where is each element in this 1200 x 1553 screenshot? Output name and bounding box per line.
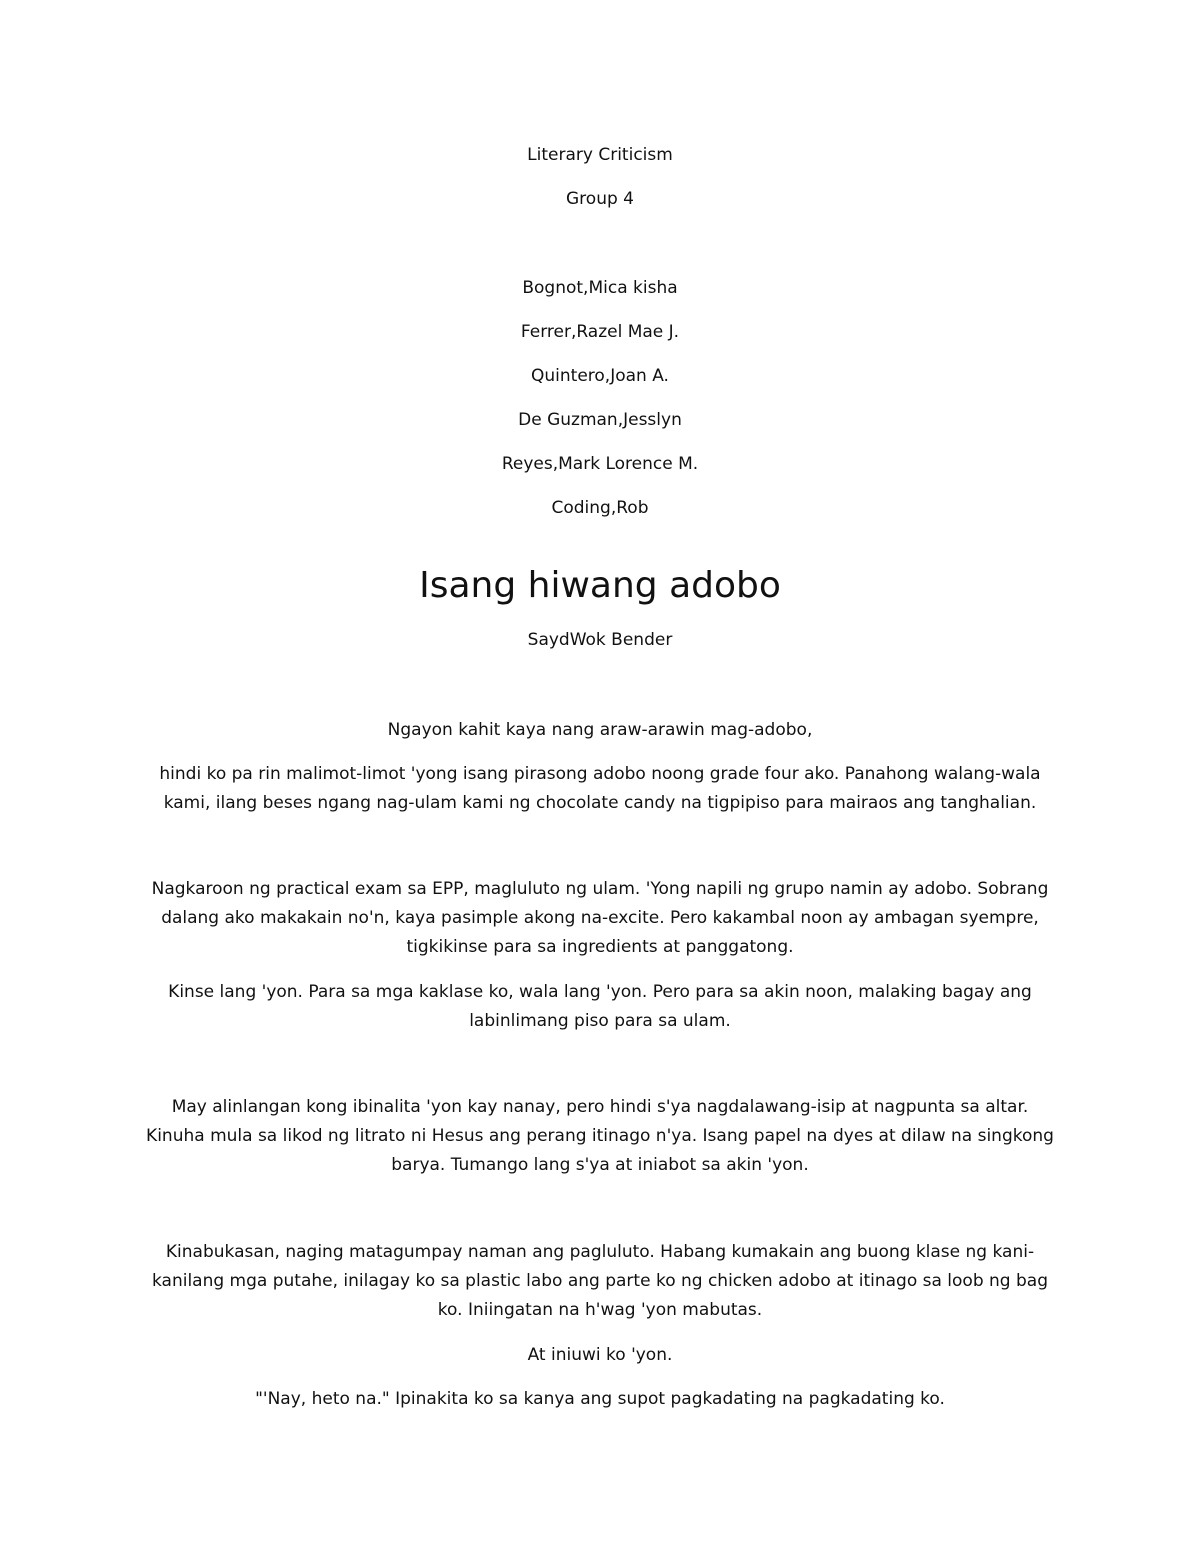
story-title: Isang hiwang adobo: [419, 565, 781, 606]
story-paragraph: hindi ko pa rin malimot-limot 'yong isang pirasong adobo noong grade four ako. Panahong walang-wala kami, ilang beses ngang nag-ulam kami ng chocolate candy na tigpipiso para mairaos ang tanghalian.: [159, 764, 1041, 813]
story-paragraph: "'Nay, heto na." Ipinakita ko sa kanya ang supot pagkadating na pagkadating ko.: [255, 1389, 945, 1409]
member-name: Reyes,Mark Lorence M.: [501, 454, 699, 474]
member-name: De Guzman,Jesslyn: [518, 410, 682, 430]
member-name: Bognot,Mica kisha: [522, 278, 678, 298]
story-paragraph: May alinlangan kong ibinalita 'yon kay nanay, pero hindi s'ya nagdalawang-isip at nagpunta sa altar. Kinuha mula sa likod ng litrato ni Hesus ang perang itinago n'ya. Isang papel na dyes at dilaw na singkong barya. Tumango lang s'ya at iniabot sa akin 'yon.: [146, 1097, 1054, 1175]
member-name: Coding,Rob: [551, 498, 649, 518]
group-label: Group 4: [566, 189, 634, 209]
member-name: Ferrer,Razel Mae J.: [520, 322, 680, 342]
story-paragraph: Ngayon kahit kaya nang araw-arawin mag-adobo,: [387, 720, 813, 740]
member-name: Quintero,Joan A.: [531, 366, 669, 386]
story-paragraph: Kinse lang 'yon. Para sa mga kaklase ko, wala lang 'yon. Pero para sa akin noon, malaking bagay ang labinlimang piso para sa ulam.: [168, 982, 1032, 1031]
course-title: Literary Criticism: [527, 145, 673, 165]
story-paragraph: Nagkaroon ng practical exam sa EPP, magluluto ng ulam. 'Yong napili ng grupo namin ay adobo. Sobrang dalang ako makakain no'n, kaya pasimple akong na-excite. Pero kakambal noon ay ambagan syempre, tigkikinse para sa ingredients at panggatong.: [151, 879, 1049, 957]
story-paragraph: Kinabukasan, naging matagumpay naman ang pagluluto. Habang kumakain ang buong klase ng kani-kanilang mga putahe, inilagay ko sa plastic labo ang parte ko ng chicken adobo at itinago sa loob ng bag ko. Iniingatan na h'wag 'yon mabutas.: [151, 1242, 1048, 1320]
story-paragraph: At iniuwi ko 'yon.: [527, 1345, 673, 1365]
story-author: SaydWok Bender: [527, 630, 673, 650]
